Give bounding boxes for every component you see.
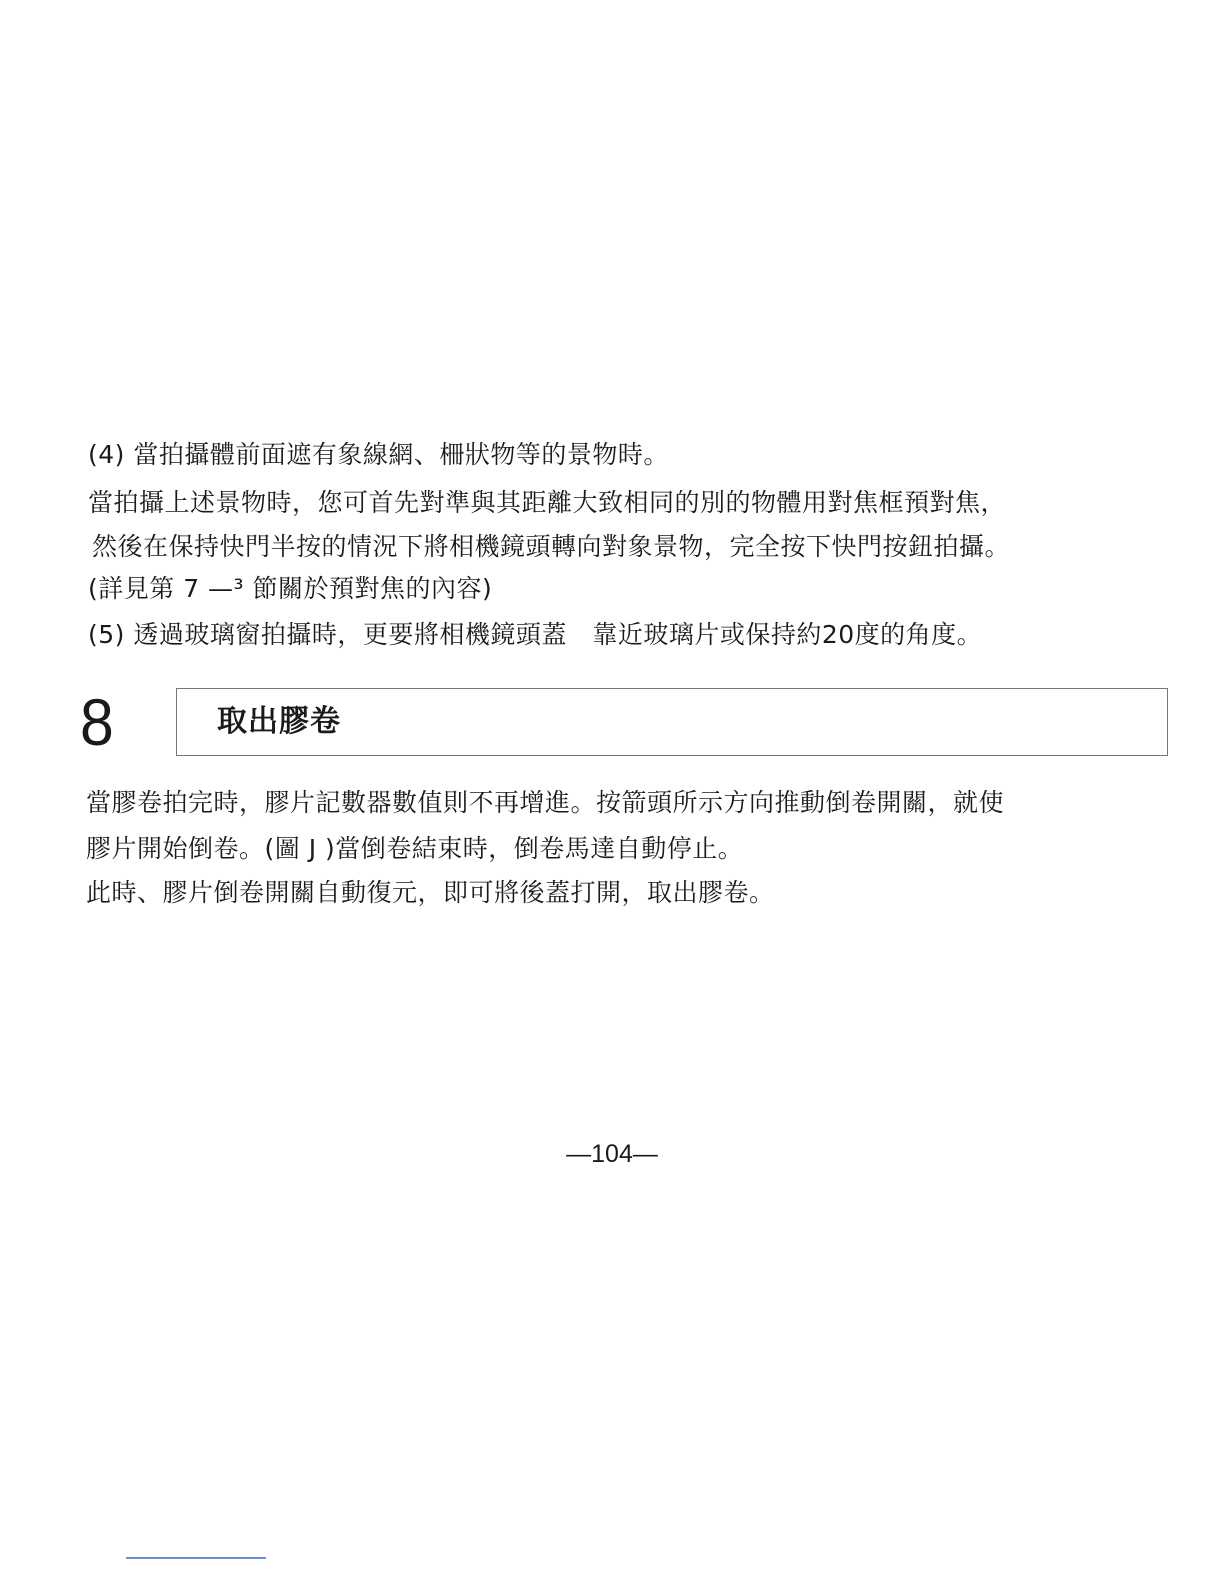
- body-line-3: 此時、膠片倒卷開關自動復元，即可將後蓋打開，取出膠卷。: [86, 878, 775, 907]
- section-number: 8: [80, 685, 114, 759]
- page-number: —104—: [566, 1140, 658, 1168]
- item-5-line-1: (5) 透過玻璃窗拍攝時，更要將相機鏡頭蓋 靠近玻璃片或保持約20度的角度。: [88, 620, 983, 649]
- item-4-line-1: 當拍攝上述景物時，您可首先對準與其距離大致相同的別的物體用對焦框預對焦，: [88, 488, 1007, 517]
- body-line-2: 膠片開始倒卷。(圖 J )當倒卷結束時，倒卷馬達自動停止。: [86, 834, 744, 863]
- section-title: 取出膠卷: [217, 704, 341, 739]
- item-4-heading: (4) 當拍攝體前面遮有象線網、柵狀物等的景物時。: [88, 440, 669, 469]
- section-title-box: [176, 688, 1168, 756]
- item-4-line-2: 然後在保持快門半按的情況下將相機鏡頭轉向對象景物，完全按下快門按鈕拍攝。: [92, 532, 1011, 561]
- body-line-1: 當膠卷拍完時，膠片記數器數值則不再增進。按箭頭所示方向推動倒卷開關，就使: [86, 788, 1005, 817]
- item-4-line-3: (詳見第 7 —³ 節關於預對焦的內容): [88, 574, 493, 603]
- footer-rule: [126, 1557, 266, 1559]
